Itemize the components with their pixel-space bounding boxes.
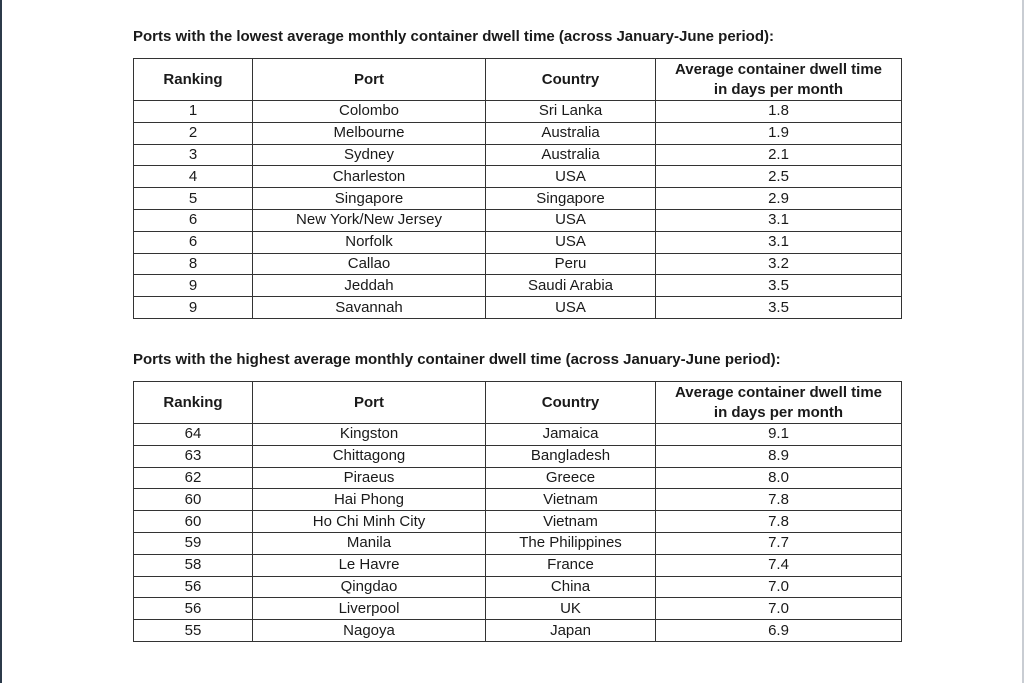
ranking-cell: 60 [134, 511, 253, 533]
ranking-cell: 63 [134, 445, 253, 467]
ranking-cell: 6 [134, 209, 253, 231]
table-row [134, 424, 902, 446]
dwell-time-header-line2: in days per month [713, 403, 844, 421]
port-header: Port [253, 59, 486, 101]
port-cell: Qingdao [253, 576, 486, 598]
table-row [134, 275, 902, 297]
table-row [134, 576, 902, 598]
ranking-cell: 58 [134, 554, 253, 576]
ranking-cell: 56 [134, 598, 253, 620]
table-header-row [134, 59, 902, 101]
ranking-cell: 56 [134, 576, 253, 598]
country-cell: The Philippines [486, 532, 656, 554]
highest-dwell-title: Ports with the highest average monthly container dwell time (across January-June period): [133, 351, 781, 368]
country-cell: USA [486, 166, 656, 188]
port-cell: Chittagong [253, 445, 486, 467]
dwell-time-cell: 3.2 [656, 253, 902, 275]
dwell-time-cell: 7.8 [656, 511, 902, 533]
table-row [134, 445, 902, 467]
country-cell: France [486, 554, 656, 576]
ranking-cell: 1 [134, 101, 253, 123]
country-cell: Saudi Arabia [486, 275, 656, 297]
dwell-time-cell: 2.9 [656, 188, 902, 210]
table-row [134, 598, 902, 620]
country-cell: China [486, 576, 656, 598]
ranking-cell: 6 [134, 231, 253, 253]
lowest-dwell-rows [134, 101, 902, 319]
country-cell: Greece [486, 467, 656, 489]
dwell-time-cell: 1.9 [656, 122, 902, 144]
port-cell: Savannah [253, 297, 486, 319]
table-row [134, 101, 902, 123]
dwell-time-cell: 7.8 [656, 489, 902, 511]
port-cell: Jeddah [253, 275, 486, 297]
ranking-cell: 55 [134, 620, 253, 642]
port-cell: Charleston [253, 166, 486, 188]
port-cell: Le Havre [253, 554, 486, 576]
ranking-cell: 59 [134, 532, 253, 554]
country-cell: Jamaica [486, 424, 656, 446]
country-cell: USA [486, 297, 656, 319]
country-cell: Australia [486, 144, 656, 166]
table-row [134, 253, 902, 275]
port-cell: Ho Chi Minh City [253, 511, 486, 533]
port-cell: Manila [253, 532, 486, 554]
dwell-time-cell: 3.1 [656, 231, 902, 253]
table-header-row [134, 382, 902, 424]
dwell-time-cell: 2.1 [656, 144, 902, 166]
table-row [134, 620, 902, 642]
dwell-time-header [656, 59, 902, 101]
ranking-cell: 8 [134, 253, 253, 275]
dwell-time-cell: 1.8 [656, 101, 902, 123]
lowest-dwell-title: Ports with the lowest average monthly container dwell time (across January-June period): [133, 28, 774, 45]
table-row [134, 144, 902, 166]
port-cell: Callao [253, 253, 486, 275]
table-row [134, 209, 902, 231]
dwell-time-cell: 8.9 [656, 445, 902, 467]
ranking-cell: 62 [134, 467, 253, 489]
dwell-time-cell: 8.0 [656, 467, 902, 489]
port-cell: Melbourne [253, 122, 486, 144]
country-cell: Singapore [486, 188, 656, 210]
dwell-time-cell: 3.5 [656, 275, 902, 297]
country-cell: Japan [486, 620, 656, 642]
country-cell: Bangladesh [486, 445, 656, 467]
lowest-dwell-section [133, 27, 901, 319]
dwell-time-cell: 6.9 [656, 620, 902, 642]
country-header: Country [486, 59, 656, 101]
country-cell: UK [486, 598, 656, 620]
port-cell: Kingston [253, 424, 486, 446]
table-row [134, 532, 902, 554]
country-cell: Vietnam [486, 511, 656, 533]
country-cell: Sri Lanka [486, 101, 656, 123]
highest-dwell-table [133, 381, 902, 642]
country-cell: Peru [486, 253, 656, 275]
country-header: Country [486, 382, 656, 424]
ranking-cell: 64 [134, 424, 253, 446]
table-row [134, 489, 902, 511]
table-row [134, 467, 902, 489]
dwell-time-header [656, 382, 902, 424]
table-row [134, 231, 902, 253]
ranking-cell: 4 [134, 166, 253, 188]
country-cell: USA [486, 231, 656, 253]
dwell-time-cell: 9.1 [656, 424, 902, 446]
ranking-cell: 9 [134, 275, 253, 297]
dwell-time-cell: 7.0 [656, 598, 902, 620]
port-header: Port [253, 382, 486, 424]
dwell-time-cell: 2.5 [656, 166, 902, 188]
ranking-cell: 2 [134, 122, 253, 144]
left-border-strip [0, 0, 2, 683]
table-row [134, 122, 902, 144]
port-cell: Piraeus [253, 467, 486, 489]
dwell-time-header-line1: Average container dwell time [674, 60, 882, 78]
ranking-cell: 5 [134, 188, 253, 210]
ranking-cell: 3 [134, 144, 253, 166]
ranking-header: Ranking [134, 382, 253, 424]
table-row [134, 188, 902, 210]
ranking-cell: 9 [134, 297, 253, 319]
table-row [134, 297, 902, 319]
country-cell: Australia [486, 122, 656, 144]
dwell-time-cell: 3.1 [656, 209, 902, 231]
dwell-time-cell: 7.4 [656, 554, 902, 576]
dwell-time-cell: 7.7 [656, 532, 902, 554]
port-cell: Nagoya [253, 620, 486, 642]
port-cell: Colombo [253, 101, 486, 123]
port-cell: Norfolk [253, 231, 486, 253]
table-row [134, 166, 902, 188]
dwell-time-cell: 7.0 [656, 576, 902, 598]
ranking-header: Ranking [134, 59, 253, 101]
dwell-time-header-line1: Average container dwell time [674, 383, 882, 401]
highest-dwell-rows [134, 424, 902, 642]
dwell-time-header-line2: in days per month [713, 80, 844, 98]
lowest-dwell-table [133, 58, 902, 319]
table-row [134, 554, 902, 576]
port-cell: Hai Phong [253, 489, 486, 511]
port-cell: Sydney [253, 144, 486, 166]
port-cell: New York/New Jersey [253, 209, 486, 231]
port-cell: Liverpool [253, 598, 486, 620]
country-cell: Vietnam [486, 489, 656, 511]
table-row [134, 511, 902, 533]
port-cell: Singapore [253, 188, 486, 210]
country-cell: USA [486, 209, 656, 231]
dwell-time-cell: 3.5 [656, 297, 902, 319]
ranking-cell: 60 [134, 489, 253, 511]
highest-dwell-section [133, 350, 901, 642]
